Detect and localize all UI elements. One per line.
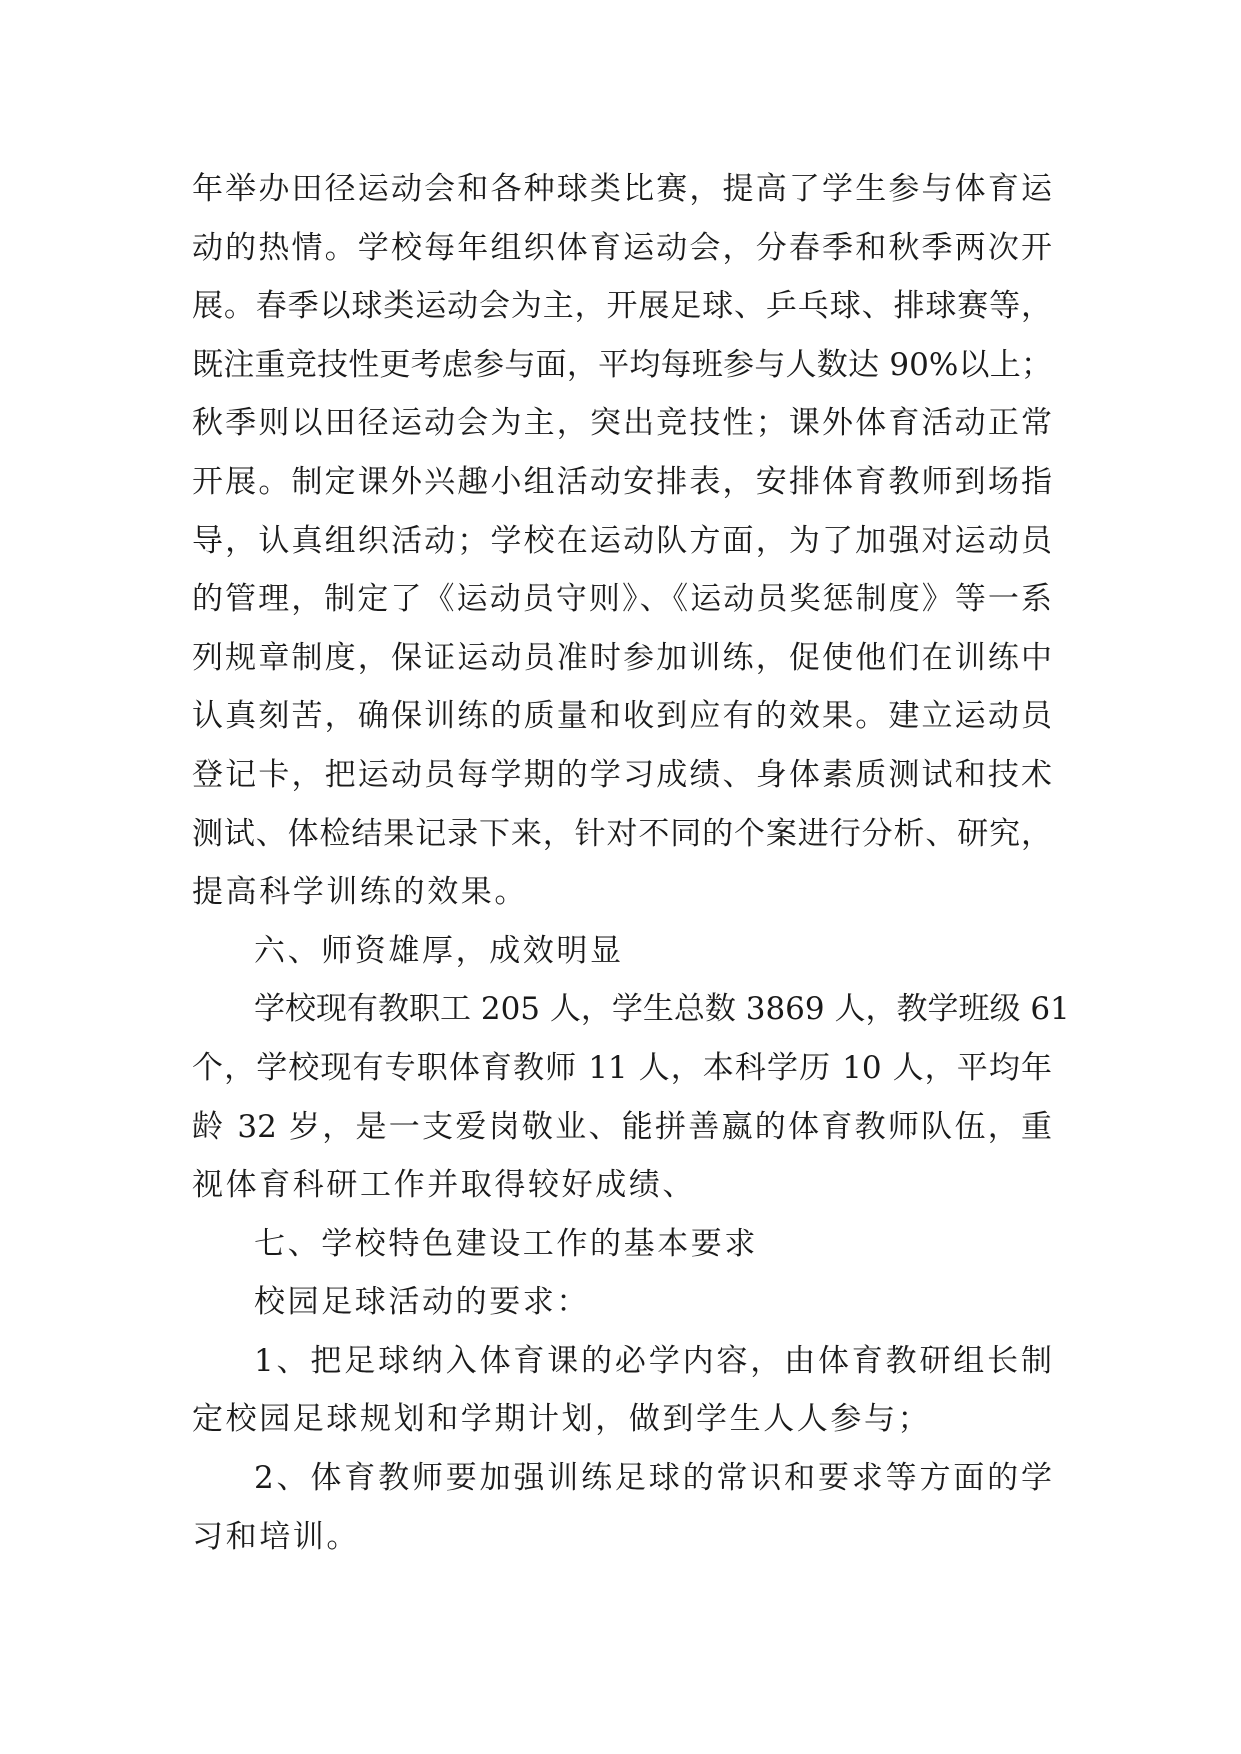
- text-line: 登记卡，把运动员每学期的学习成绩、身体素质测试和技术: [192, 756, 1052, 793]
- text-line: 校园足球活动的要求：: [254, 1284, 590, 1321]
- text-line: 的管理，制定了《运动员守则》、《运动员奖惩制度》等一系: [192, 581, 1052, 618]
- text-line: 学校现有教职工 205 人，学生总数 3869 人，教学班级 61: [254, 991, 1070, 1028]
- text-line: 六、师资雄厚，成效明显: [254, 932, 624, 969]
- text-line: 龄 32 岁，是一支爱岗敬业、能拼善嬴的体育教师队伍，重: [192, 1108, 1052, 1145]
- text-line: 测试、体检结果记录下来，针对不同的个案进行分析、研究，: [192, 815, 1052, 852]
- text-line: 既注重竞技性更考虑参与面，平均每班参与人数达 90%以上；: [192, 346, 1052, 383]
- text-line: 2、体育教师要加强训练足球的常识和要求等方面的学: [254, 1460, 1052, 1497]
- text-line: 习和培训。: [192, 1518, 360, 1555]
- text-line: 提高科学训练的效果。: [192, 874, 528, 911]
- text-line: 认真刻苦，确保训练的质量和收到应有的效果。建立运动员: [192, 698, 1052, 735]
- text-line: 导，认真组织活动；学校在运动队方面，为了加强对运动员: [192, 522, 1052, 559]
- text-line: 定校园足球规划和学期计划，做到学生人人参与；: [192, 1401, 932, 1438]
- text-line: 个，学校现有专职体育教师 11 人，本科学历 10 人，平均年: [192, 1049, 1052, 1086]
- text-line: 列规章制度，保证运动员准时参加训练，促使他们在训练中: [192, 639, 1052, 676]
- text-line: 动的热情。学校每年组织体育运动会，分春季和秋季两次开: [192, 229, 1052, 266]
- text-line: 年举办田径运动会和各种球类比赛，提高了学生参与体育运: [192, 171, 1052, 207]
- text-line: 七、学校特色建设工作的基本要求: [254, 1225, 758, 1262]
- text-line: 视体育科研工作并取得较好成绩、: [192, 1167, 696, 1204]
- text-line: 展。春季以球类运动会为主，开展足球、乒乓球、排球赛等，: [192, 288, 1052, 325]
- text-line: 秋季则以田径运动会为主，突出竞技性；课外体育活动正常: [192, 405, 1052, 442]
- text-line: 1、把足球纳入体育课的必学内容，由体育教研组长制: [254, 1342, 1052, 1379]
- text-line: 开展。制定课外兴趣小组活动安排表，安排体育教师到场指: [192, 463, 1052, 500]
- document-body: [192, 160, 1070, 1566]
